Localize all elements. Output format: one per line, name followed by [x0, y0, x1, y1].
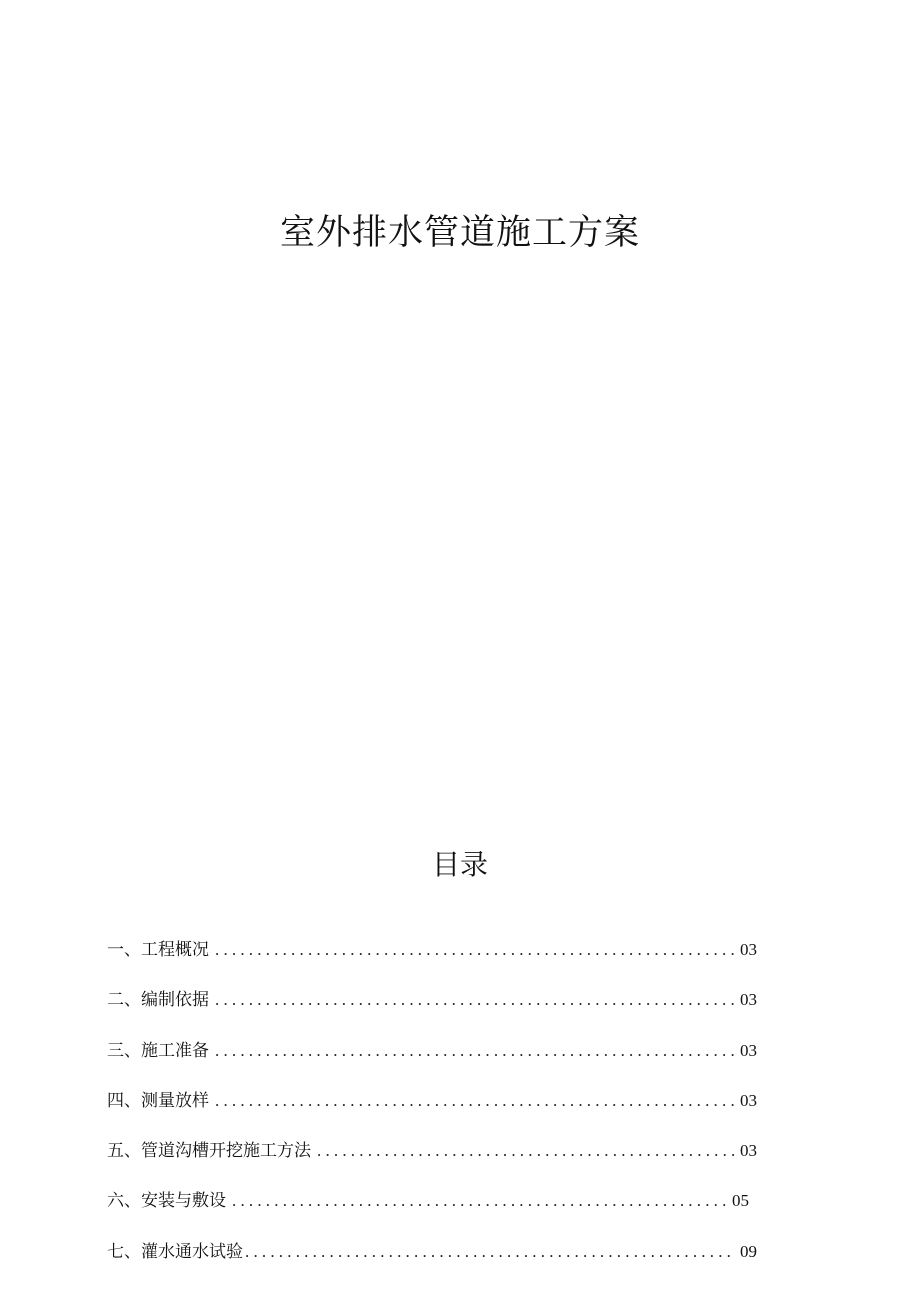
- toc-dot-leader: [215, 935, 736, 965]
- toc-entry-page: 05: [732, 1191, 749, 1211]
- toc-heading: 目录: [431, 848, 488, 881]
- toc-dot-leader: [215, 985, 736, 1015]
- toc-entry-label: 一、工程概况: [107, 940, 209, 960]
- toc-dot-leader: [215, 1086, 736, 1116]
- toc-entry-label: 五、管道沟槽开挖施工方法: [107, 1141, 311, 1162]
- toc-entry-water-test[interactable]: [107, 1237, 757, 1287]
- table-of-contents: [107, 935, 757, 1287]
- toc-entry-page: 03: [740, 1090, 757, 1110]
- toc-dot-leader: [317, 1136, 736, 1166]
- toc-entry-preparation[interactable]: [107, 1036, 757, 1086]
- toc-entry-page: 03: [740, 1141, 757, 1161]
- toc-entry-page: 03: [740, 1040, 757, 1060]
- toc-entry-survey[interactable]: [107, 1086, 757, 1136]
- toc-entry-basis[interactable]: [107, 985, 757, 1035]
- toc-entry-label: 六、安装与敷设: [107, 1191, 226, 1212]
- document-title: 室外排水管道施工方案: [279, 213, 640, 253]
- toc-entry-overview[interactable]: [107, 935, 757, 985]
- toc-entry-page: 03: [740, 940, 757, 959]
- toc-entry-label: 七、灌水通水试验: [107, 1241, 243, 1262]
- toc-dot-leader: [245, 1237, 736, 1267]
- toc-entry-label: 二、编制依据: [107, 990, 209, 1011]
- toc-entry-excavation[interactable]: [107, 1136, 757, 1186]
- toc-entry-installation[interactable]: [107, 1186, 757, 1236]
- toc-dot-leader: [215, 1036, 736, 1066]
- toc-entry-label: 四、测量放样: [107, 1090, 209, 1111]
- toc-entry-page: 09: [740, 1241, 757, 1261]
- toc-dot-leader: [232, 1186, 730, 1216]
- toc-entry-page: 03: [740, 990, 757, 1010]
- toc-entry-label: 三、施工准备: [107, 1040, 209, 1061]
